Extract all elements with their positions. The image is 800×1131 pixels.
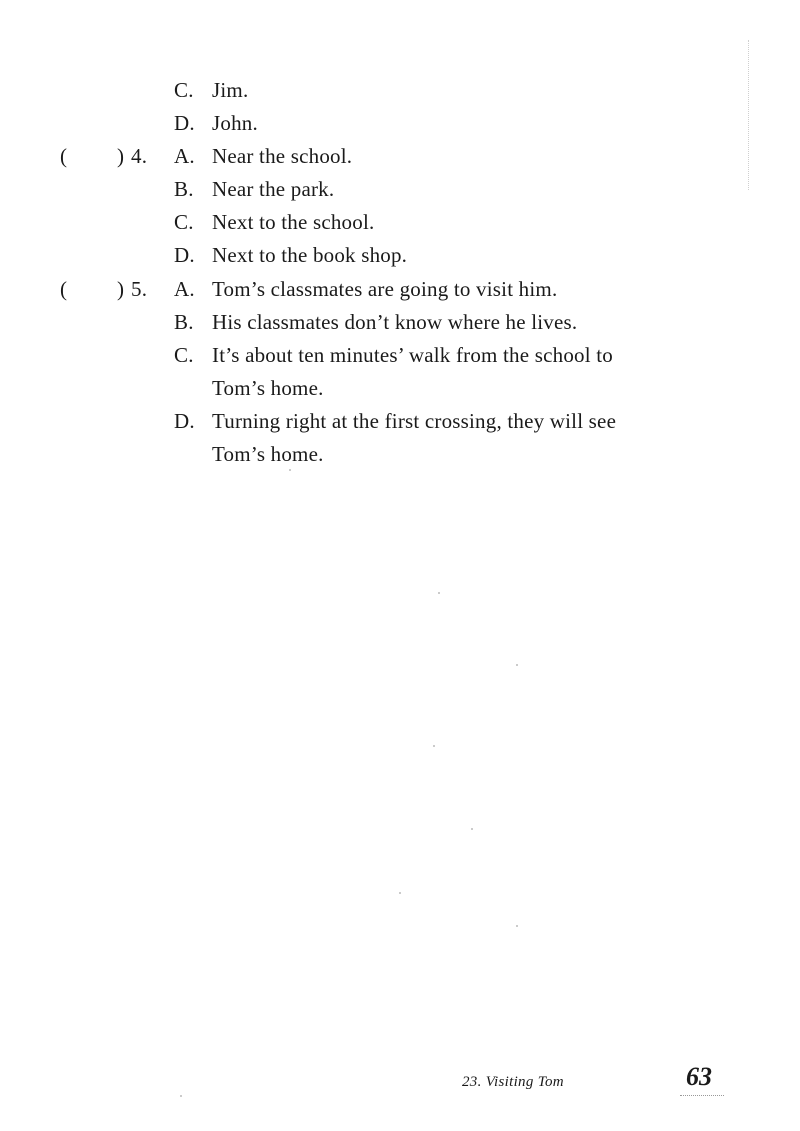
option-letter: D. <box>174 409 195 433</box>
scan-speck <box>438 592 440 594</box>
scan-speck <box>516 664 518 666</box>
scan-speck <box>471 828 473 830</box>
question-number: 5. <box>131 277 148 301</box>
question-number: 4. <box>131 144 148 168</box>
option-text: John. <box>212 111 258 135</box>
footer-lesson-title: 23. Visiting Tom <box>462 1074 564 1090</box>
option-text: Near the school. <box>212 144 353 168</box>
page-number-rule <box>680 1095 724 1096</box>
option-text: Jim. <box>212 78 249 102</box>
option-text: His classmates don’t know where he lives. <box>212 310 578 334</box>
option-letter: A. <box>174 277 195 301</box>
scan-speck <box>433 745 435 747</box>
answer-paren-open: ( <box>60 144 68 168</box>
option-text: Turning right at the first crossing, they will see <box>212 409 617 433</box>
option-text: Next to the book shop. <box>212 243 408 267</box>
option-letter: C. <box>174 343 194 367</box>
option-letter: C. <box>174 210 194 234</box>
option-text: It’s about ten minutes’ walk from the school to <box>212 343 613 367</box>
answer-paren-close: ) <box>117 144 125 168</box>
answer-paren-open: ( <box>60 277 68 301</box>
answer-paren-close: ) <box>117 277 125 301</box>
scan-speck <box>516 925 518 927</box>
option-letter: B. <box>174 177 194 201</box>
option-text: Tom’s classmates are going to visit him. <box>212 277 558 301</box>
option-letter: D. <box>174 111 195 135</box>
page-number: 63 <box>686 1062 712 1091</box>
option-letter: C. <box>174 78 194 102</box>
option-text: Next to the school. <box>212 210 375 234</box>
option-text: Near the park. <box>212 177 335 201</box>
scan-speck <box>180 1095 182 1097</box>
scan-speck <box>289 469 291 471</box>
option-letter: A. <box>174 144 195 168</box>
scan-edge-marks <box>748 40 752 190</box>
option-letter: D. <box>174 243 195 267</box>
option-letter: B. <box>174 310 194 334</box>
option-text-continuation: Tom’s home. <box>212 376 324 400</box>
option-text-continuation: Tom’s home. <box>212 442 324 466</box>
scan-speck <box>399 892 401 894</box>
